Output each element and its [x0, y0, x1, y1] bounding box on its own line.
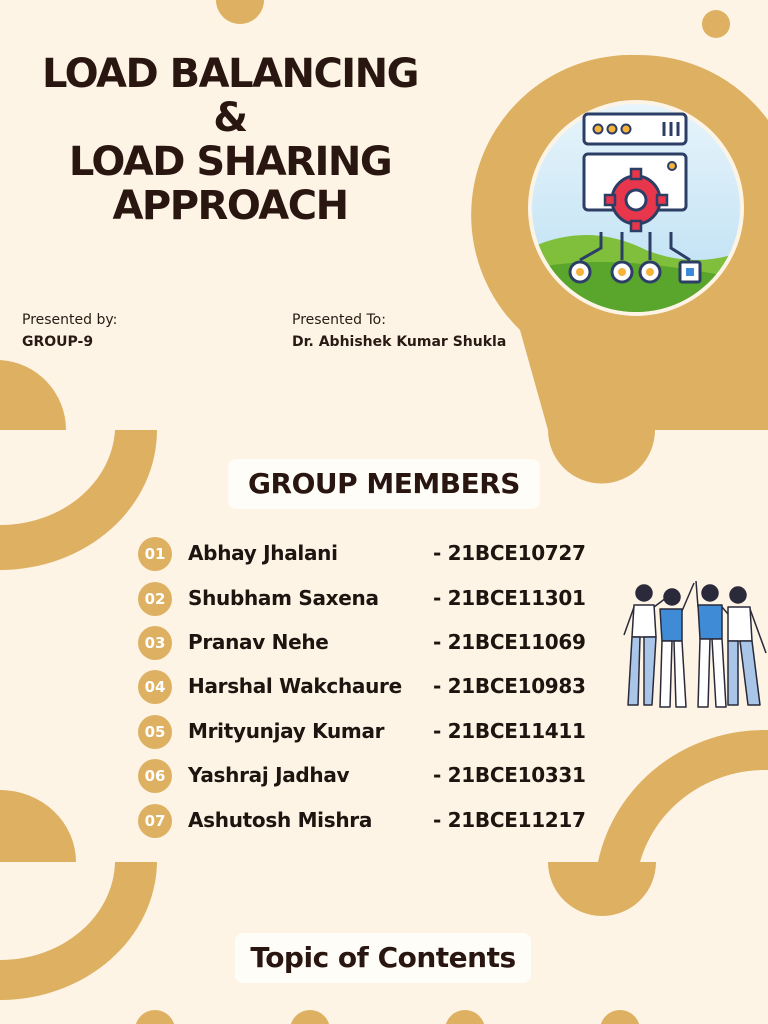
member-name: Shubham Saxena: [188, 586, 379, 610]
presented-by: [22, 312, 117, 350]
list-item: [138, 756, 618, 796]
member-id: - 21BCE10727: [433, 541, 586, 565]
presented-to-value: Dr. Abhishek Kumar Shukla: [292, 334, 507, 350]
presented-by-value: GROUP-9: [22, 334, 94, 350]
title-line-3: LOAD SHARING: [68, 139, 392, 185]
member-name: Pranav Nehe: [188, 630, 329, 654]
presented-by-label: Presented by:: [22, 312, 118, 328]
list-item: [138, 667, 618, 707]
title-line-4: APPROACH: [112, 183, 348, 229]
list-number-badge: 03: [138, 626, 172, 660]
list-number-badge: 01: [138, 537, 172, 571]
member-id: - 21BCE11301: [433, 586, 586, 610]
list-item: [138, 534, 618, 574]
title-line-1: LOAD BALANCING: [42, 51, 418, 97]
member-name: Ashutosh Mishra: [188, 808, 373, 832]
page-title: [20, 52, 440, 228]
list-item: [138, 801, 618, 841]
title-line-2: &: [213, 95, 247, 141]
member-name: Harshal Wakchaure: [188, 674, 402, 698]
list-number-badge: 05: [138, 715, 172, 749]
list-item: [138, 579, 618, 619]
member-id: - 21BCE11069: [433, 630, 586, 654]
list-number-badge: 07: [138, 804, 172, 838]
member-id: - 21BCE10983: [433, 674, 586, 698]
list-number-badge: 02: [138, 582, 172, 616]
group-members-heading: GROUP MEMBERS: [228, 459, 540, 509]
member-name: Mrityunjay Kumar: [188, 719, 385, 743]
list-item: [138, 712, 618, 752]
list-number-badge: 06: [138, 759, 172, 793]
contents-heading: Topic of Contents: [235, 933, 531, 983]
member-id: - 21BCE11217: [433, 808, 586, 832]
list-number-badge: 04: [138, 670, 172, 704]
member-name: Abhay Jhalani: [188, 541, 338, 565]
presented-to-label: Presented To:: [292, 312, 386, 328]
presented-to: [292, 312, 506, 350]
member-id: - 21BCE11411: [433, 719, 586, 743]
server-load-balancer-icon: [526, 100, 746, 316]
member-name: Yashraj Jadhav: [188, 763, 350, 787]
team-high-five-illustration: [616, 575, 768, 715]
member-id: - 21BCE10331: [433, 763, 586, 787]
list-item: [138, 623, 618, 663]
